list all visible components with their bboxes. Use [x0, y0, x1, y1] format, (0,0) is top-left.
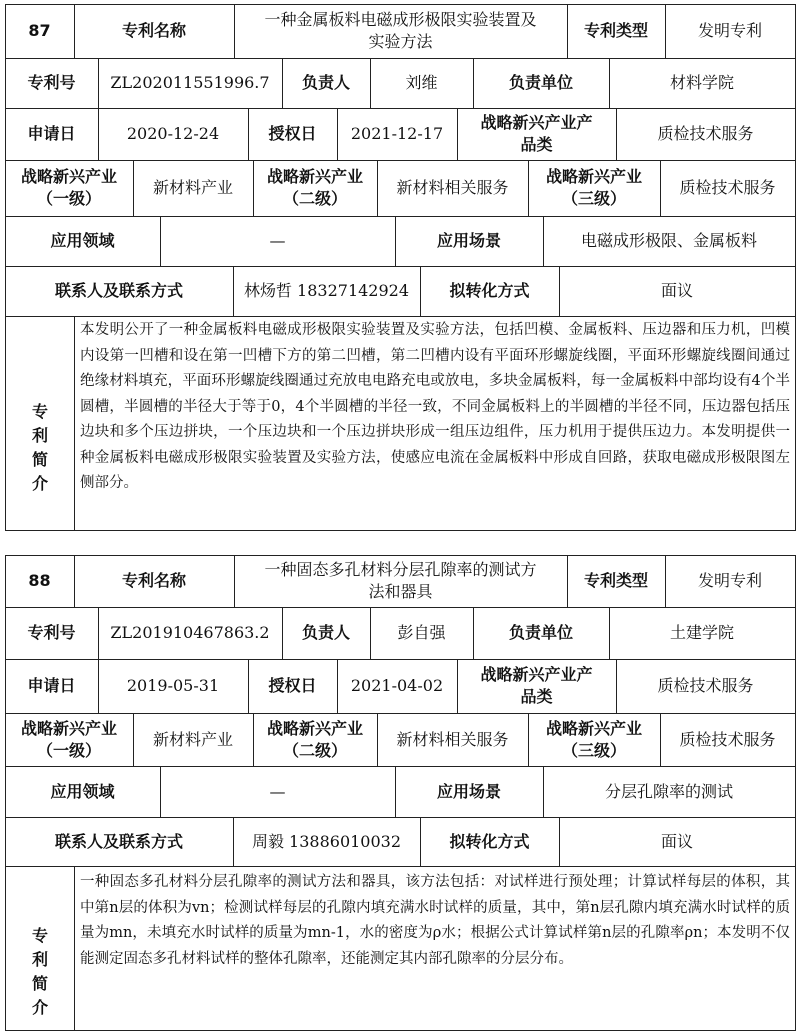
- record-id: 88: [28, 571, 51, 590]
- patent-name-line2: 实验方法: [368, 32, 433, 51]
- transfer-value: 面议: [660, 281, 693, 300]
- owner-value: 刘维: [405, 73, 438, 92]
- strategic-label-text: 战略新兴产业: [266, 167, 363, 186]
- summary-label-line2: 简介: [31, 974, 48, 1017]
- scene-label: 应用场景: [436, 231, 501, 250]
- patent-name-value: [234, 4, 567, 58]
- summary-label-line2: 简介: [31, 450, 48, 493]
- strategic-category-label-line2: 品类: [520, 687, 553, 706]
- summary-text: 本发明公开了一种金属板料电磁成形极限实验装置及实验方法，包括凹模、金属板料、压边器和压力机，凹模内设第一凹槽和设在第一凹槽下方的第二凹槽，第二凹槽内设有平面环形螺旋线圈，平面环形螺旋线圈间通过绝缘材料填充，平面环形螺旋线圈通过充放电电路充电或放电，多块金属板料，每一金属板料中部均设有4个半圆槽，半圆槽的半径大于等于0，4个半圆槽的半径一致，不同金属板料上的半圆槽的半径不同，压边器包括压边块和多个压边拼块，一个压边块和一个压边拼块形成一组压边组件，压力机用于提供压边力。本发明提供一种金属板料电磁成形极限实验装置及实验方法，使感应电流在金属板料中形成自回路，获取电磁成形极限图左侧部分。: [80, 322, 790, 491]
- field-value: —: [269, 231, 286, 250]
- patent-no-label: 专利号: [27, 623, 76, 642]
- field-label: 应用领域: [50, 781, 115, 801]
- patent-no-label: 专利号: [27, 73, 76, 92]
- strategic-label-text: 战略新兴产业: [545, 167, 642, 186]
- grant-date-label: 授权日: [268, 676, 317, 695]
- strategic-level3-label: [528, 713, 660, 766]
- unit-label: 负责单位: [508, 73, 573, 92]
- level2-text: （二级）: [282, 189, 347, 208]
- scene-value: 分层孔隙率的测试: [604, 781, 733, 801]
- strategic-level1-value: 新材料产业: [152, 729, 233, 749]
- patent-no-value: ZL202011551996.7: [110, 73, 270, 92]
- grant-date-value: 2021-12-17: [350, 124, 444, 143]
- strategic-level1-value: 新材料产业: [152, 178, 233, 197]
- apply-date-label: 申请日: [27, 676, 76, 695]
- summary-label: [28, 400, 52, 496]
- contact-label: 联系人及联系方式: [54, 831, 183, 851]
- strategic-label-text: 战略新兴产业: [20, 718, 117, 738]
- strategic-category-label-line2: 品类: [520, 135, 553, 154]
- field-label: 应用领域: [50, 231, 115, 250]
- patent-name-label: 专利名称: [121, 571, 186, 590]
- apply-date-label: 申请日: [27, 124, 76, 143]
- scene-label: 应用场景: [436, 781, 501, 801]
- contact-value: 林炀哲 18327142924: [243, 281, 410, 300]
- unit-value: 土建学院: [669, 623, 734, 642]
- level2-text: （二级）: [282, 740, 347, 760]
- patent-type-value: 发明专利: [697, 21, 762, 40]
- level3-text: （三级）: [561, 740, 626, 760]
- unit-label: 负责单位: [508, 623, 573, 642]
- apply-date-value: 2019-05-31: [126, 676, 220, 695]
- patent-name-line1: 一种固态多孔材料分层孔隙率的测试方: [264, 560, 537, 579]
- patent-name-line1: 一种金属板料电磁成形极限实验装置及: [264, 10, 537, 29]
- transfer-label: 拟转化方式: [449, 281, 530, 300]
- owner-value: 彭自强: [397, 623, 446, 642]
- strategic-level2-label: [253, 160, 377, 216]
- patent-name-value: [234, 555, 567, 607]
- patent-type-label: 专利类型: [583, 21, 648, 40]
- strategic-category-label-line1: 战略新兴产业产: [480, 113, 593, 132]
- strategic-category-label-line1: 战略新兴产业产: [480, 665, 593, 684]
- strategic-category-label: [457, 659, 616, 713]
- level1-text: （一级）: [36, 189, 101, 208]
- patent-type-value: 发明专利: [697, 571, 762, 590]
- strategic-level3-value: 质检技术服务: [679, 178, 776, 197]
- level3-text: （三级）: [561, 189, 626, 208]
- strategic-level2-value: 新材料相关服务: [396, 178, 509, 197]
- grant-date-value: 2021-04-02: [350, 676, 444, 695]
- contact-label: 联系人及联系方式: [54, 281, 183, 300]
- scene-value: 电磁成形极限、金属板料: [580, 231, 757, 250]
- strategic-label-text: 战略新兴产业: [20, 167, 117, 186]
- strategic-category-value: 质检技术服务: [657, 124, 754, 143]
- summary-text: 一种固态多孔材料分层孔隙率的测试方法和器具，该方法包括：对试样进行预处理；计算试样每层的体积，其中第n层的体积为vn；检测试样每层的孔隙内填充满水时试样的质量，其中，第n层孔隙内填充满水时试样的质量为mn，未填充水时试样的质量为mn-1，水的密度为ρ水；根据公式计算试样第n层的孔隙率ρn；本发明不仅能测定固态多孔材料试样的整体孔隙率，还能测定其内部孔隙率的分层分布。: [80, 874, 790, 967]
- strategic-level2-label: [253, 713, 377, 766]
- transfer-label: 拟转化方式: [449, 831, 530, 851]
- unit-value: 材料学院: [669, 73, 734, 92]
- owner-label: 负责人: [301, 623, 350, 642]
- apply-date-value: 2020-12-24: [126, 124, 220, 143]
- summary-label-line1: 专利: [31, 402, 48, 445]
- summary-label: [28, 924, 52, 1020]
- field-value: —: [269, 781, 286, 801]
- strategic-label-text: 战略新兴产业: [545, 718, 642, 738]
- patent-type-label: 专利类型: [583, 571, 648, 590]
- owner-label: 负责人: [301, 73, 350, 92]
- contact-value: 周毅 13886010032: [251, 831, 402, 851]
- patent-card-88: [0, 552, 800, 1035]
- transfer-value: 面议: [660, 831, 693, 851]
- grant-date-label: 授权日: [268, 124, 317, 143]
- patent-no-value: ZL201910467863.2: [110, 623, 270, 642]
- strategic-level3-label: [528, 160, 660, 216]
- strategic-level2-value: 新材料相关服务: [396, 729, 509, 749]
- level1-text: （一级）: [36, 740, 101, 760]
- summary-label-line1: 专利: [31, 926, 48, 969]
- patent-name-line2: 法和器具: [368, 582, 433, 601]
- strategic-level1-label: [5, 160, 133, 216]
- strategic-category-label: [457, 108, 616, 160]
- record-id: 87: [28, 21, 51, 40]
- strategic-level3-value: 质检技术服务: [679, 729, 776, 749]
- strategic-level1-label: [5, 713, 133, 766]
- strategic-label-text: 战略新兴产业: [266, 718, 363, 738]
- strategic-category-value: 质检技术服务: [657, 676, 754, 695]
- patent-name-label: 专利名称: [121, 21, 186, 40]
